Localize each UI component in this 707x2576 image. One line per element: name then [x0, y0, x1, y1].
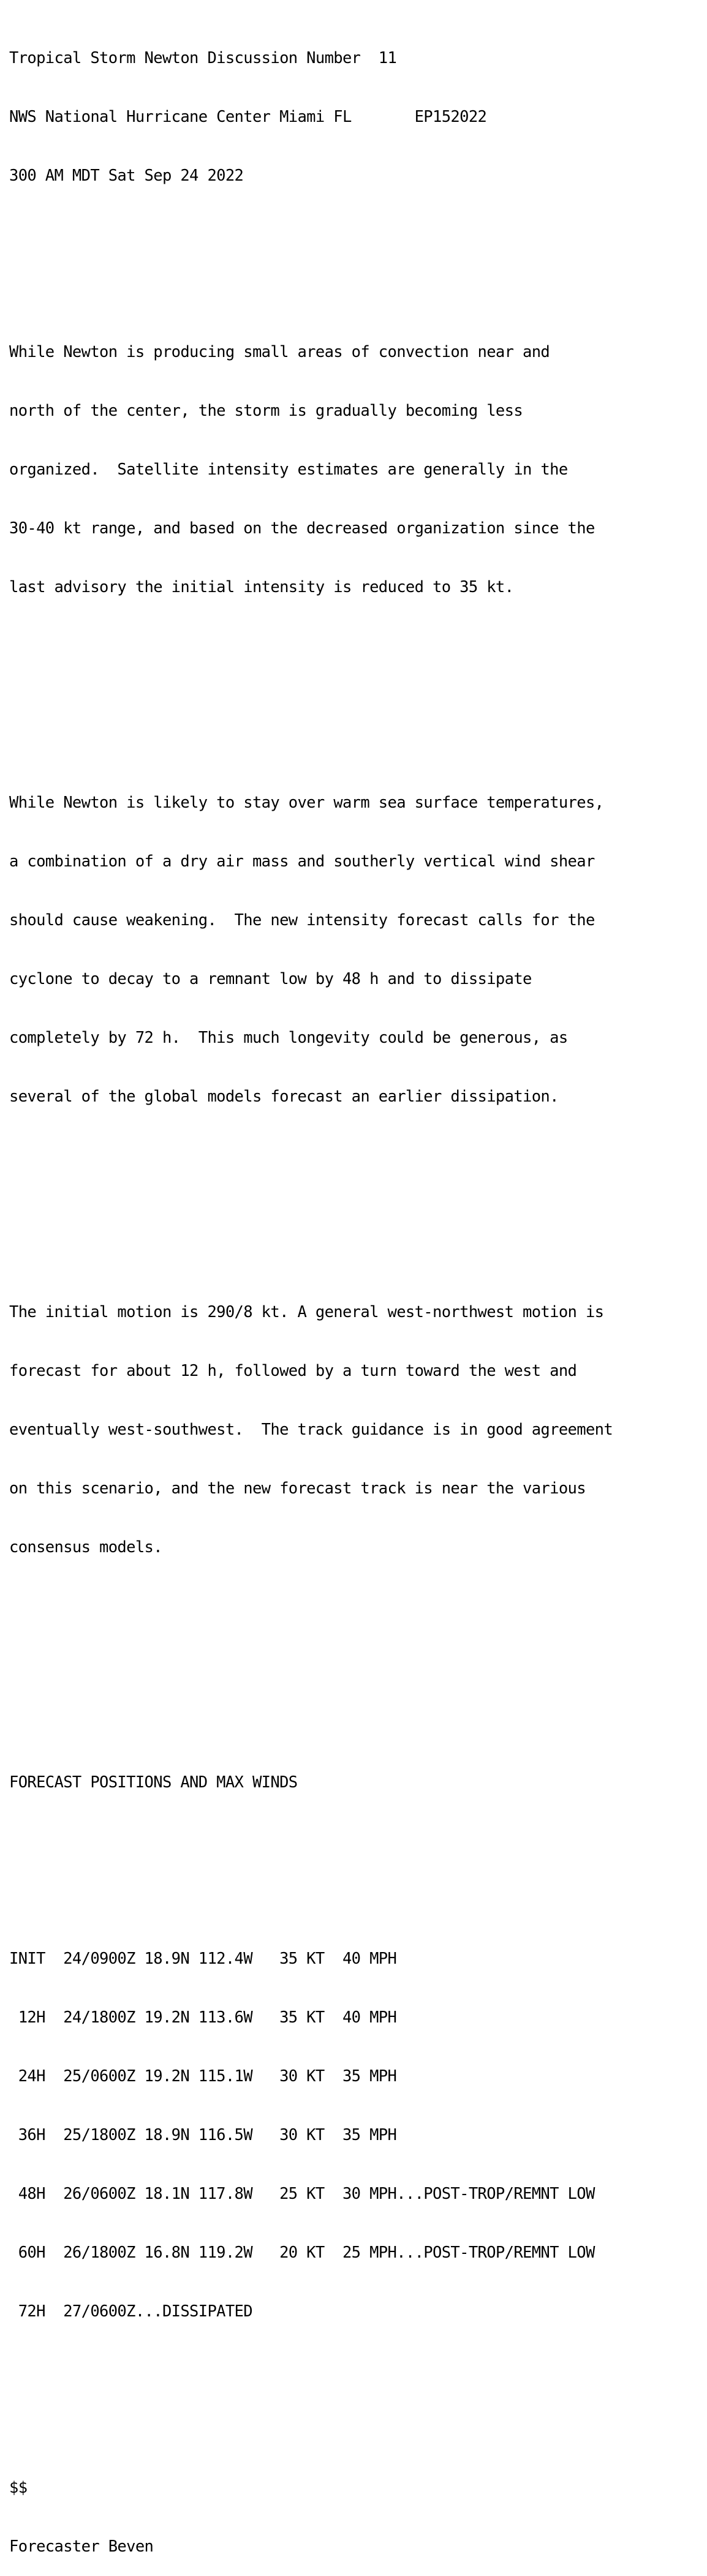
forecast-row: 36H 25/1800Z 18.9N 116.5W 30 KT 35 MPH: [9, 2126, 397, 2144]
discussion-document: [9, 9, 613, 2576]
header-office-line: NWS National Hurricane Center Miami FL EP152022: [9, 108, 487, 126]
blank-line: [9, 2400, 613, 2419]
paragraph-forecast: [9, 754, 613, 1146]
paragraph-motion: [9, 1263, 613, 1596]
forecaster-signature: Forecaster Beven: [9, 2537, 154, 2556]
paragraph-line: north of the center, the storm is gradually becoming less: [9, 402, 523, 420]
paragraph-line: several of the global models forecast an earlier dissipation.: [9, 1087, 559, 1106]
blank-line: [9, 1635, 613, 1655]
paragraph-line: eventually west-southwest. The track guidance is in good agreement: [9, 1421, 613, 1439]
forecast-table: [9, 1910, 613, 2360]
paragraph-line: a combination of a dry air mass and southerly vertical wind shear: [9, 852, 595, 871]
paragraph-line: on this scenario, and the new forecast track is near the various: [9, 1479, 586, 1498]
forecast-row: 72H 27/0600Z...DISSIPATED: [9, 2302, 252, 2321]
blank-line: [9, 1185, 613, 1204]
paragraph-line: 30-40 kt range, and based on the decreased organization since the: [9, 519, 595, 538]
paragraph-line: forecast for about 12 h, followed by a turn toward the west and: [9, 1362, 577, 1380]
header-time-line: 300 AM MDT Sat Sep 24 2022: [9, 167, 244, 185]
paragraph-line: While Newton is producing small areas of convection near and: [9, 343, 550, 361]
end-marker: $$: [9, 2479, 28, 2497]
forecast-row: 60H 26/1800Z 16.8N 119.2W 20 KT 25 MPH...POST-TROP/REMNT LOW: [9, 2244, 595, 2262]
forecast-row: 12H 24/1800Z 19.2N 113.6W 35 KT 40 MPH: [9, 2008, 397, 2027]
paragraph-line: organized. Satellite intensity estimates are generally in the: [9, 460, 568, 479]
forecast-row: 24H 25/0600Z 19.2N 115.1W 30 KT 35 MPH: [9, 2067, 397, 2086]
forecast-row: 48H 26/0600Z 18.1N 117.8W 25 KT 30 MPH...POST-TROP/REMNT LOW: [9, 2185, 595, 2203]
paragraph-line: While Newton is likely to stay over warm sea surface temperatures,: [9, 794, 604, 812]
forecast-heading: FORECAST POSITIONS AND MAX WINDS: [9, 1773, 298, 1792]
blank-line: [9, 225, 613, 244]
blank-line: [9, 675, 613, 695]
paragraph-line: completely by 72 h. This much longevity could be generous, as: [9, 1029, 568, 1047]
paragraph-line: should cause weakening. The new intensity forecast calls for the: [9, 911, 595, 929]
paragraph-line: The initial motion is 290/8 kt. A general west-northwest motion is: [9, 1303, 604, 1321]
paragraph-line: cyclone to decay to a remnant low by 48 h and to dissipate: [9, 970, 532, 988]
paragraph-intensity: [9, 303, 613, 636]
blank-line: [9, 1694, 613, 1714]
paragraph-line: last advisory the initial intensity is reduced to 35 kt.: [9, 578, 514, 596]
header-title-line: Tropical Storm Newton Discussion Number 11: [9, 49, 397, 67]
paragraph-line: consensus models.: [9, 1538, 162, 1556]
forecast-row: INIT 24/0900Z 18.9N 112.4W 35 KT 40 MPH: [9, 1950, 397, 1968]
blank-line: [9, 1831, 613, 1851]
